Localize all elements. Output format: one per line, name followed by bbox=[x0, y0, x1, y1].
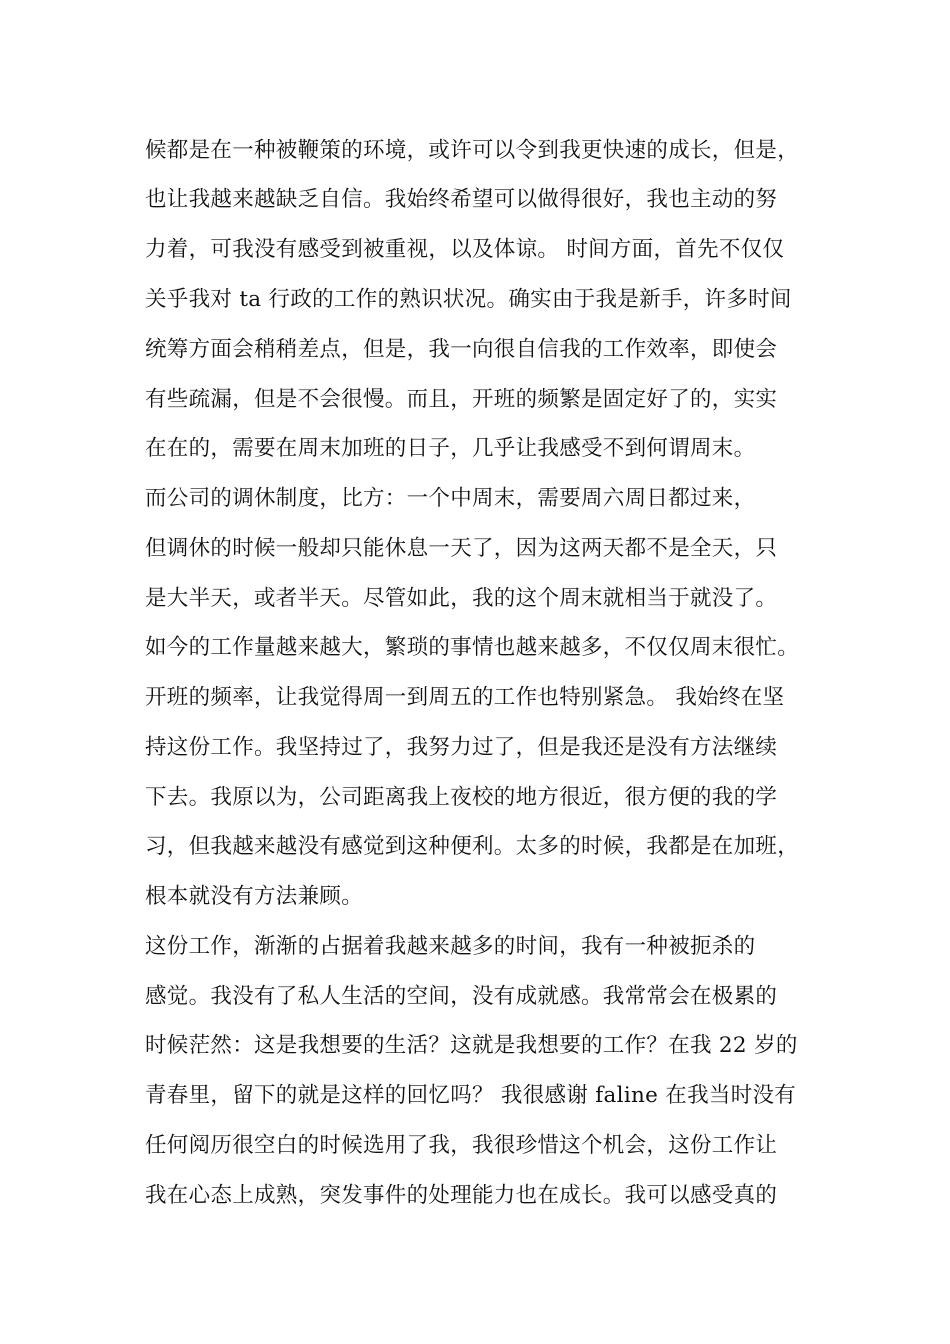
text-line: 而公司的调休制度，比方：一个中周末，需要周六周日都过来， bbox=[145, 486, 756, 511]
text-line: 习，但我越来越没有感觉到这种便利。太多的时候，我都是在加班， bbox=[145, 834, 800, 859]
text-line: 如今的工作量越来越大，繁琐的事情也越来越多，不仅仅周末很忙。 bbox=[145, 635, 800, 660]
text-line: 力着，可我没有感受到被重视，以及体谅。 时间方面，首先不仅仅 bbox=[145, 237, 785, 262]
text-line: 但调休的时候一般却只能休息一天了，因为这两天都不是全天，只 bbox=[145, 536, 778, 561]
text-line: 候都是在一种被鞭策的环境，或许可以令到我更快速的成长，但是， bbox=[145, 138, 800, 163]
text-line: 统筹方面会稍稍差点，但是，我一向很自信我的工作效率，即使会 bbox=[145, 337, 778, 362]
text-line: 时候茫然：这是我想要的生活？这就是我想要的工作？在我 22 岁的 bbox=[145, 1033, 798, 1058]
text-line: 这份工作，渐渐的占据着我越来越多的时间，我有一种被扼杀的 bbox=[145, 934, 756, 959]
text-line: 持这份工作。我坚持过了，我努力过了，但是我还是没有方法继续 bbox=[145, 735, 778, 760]
text-line: 根本就没有方法兼顾。 bbox=[145, 884, 364, 909]
text-line: 青春里，留下的就是这样的回忆吗？ 我很感谢 faline 在我当时没有 bbox=[145, 1083, 797, 1108]
text-line: 我在心态上成熟，突发事件的处理能力也在成长。我可以感受真的 bbox=[145, 1183, 778, 1208]
text-line: 任何阅历很空白的时候选用了我，我很珍惜这个机会，这份工作让 bbox=[145, 1133, 778, 1158]
text-line: 下去。我原以为，公司距离我上夜校的地方很近，很方便的我的学 bbox=[145, 785, 778, 810]
text-line: 感觉。我没有了私人生活的空间，没有成就感。我常常会在极累的 bbox=[145, 984, 778, 1009]
text-line: 在在的，需要在周末加班的日子，几乎让我感受不到何谓周末。 bbox=[145, 436, 756, 461]
text-line: 有些疏漏，但是不会很慢。而且，开班的频繁是固定好了的，实实 bbox=[145, 387, 778, 412]
text-line: 关乎我对 ta 行政的工作的熟识状况。确实由于我是新手，许多时间 bbox=[145, 287, 792, 312]
text-line: 是大半天，或者半天。尽管如此，我的这个周末就相当于就没了。 bbox=[145, 586, 778, 611]
text-line: 开班的频率，让我觉得周一到周五的工作也特别紧急。 我始终在坚 bbox=[145, 685, 785, 710]
text-line: 也让我越来越缺乏自信。我始终希望可以做得很好，我也主动的努 bbox=[145, 187, 778, 212]
